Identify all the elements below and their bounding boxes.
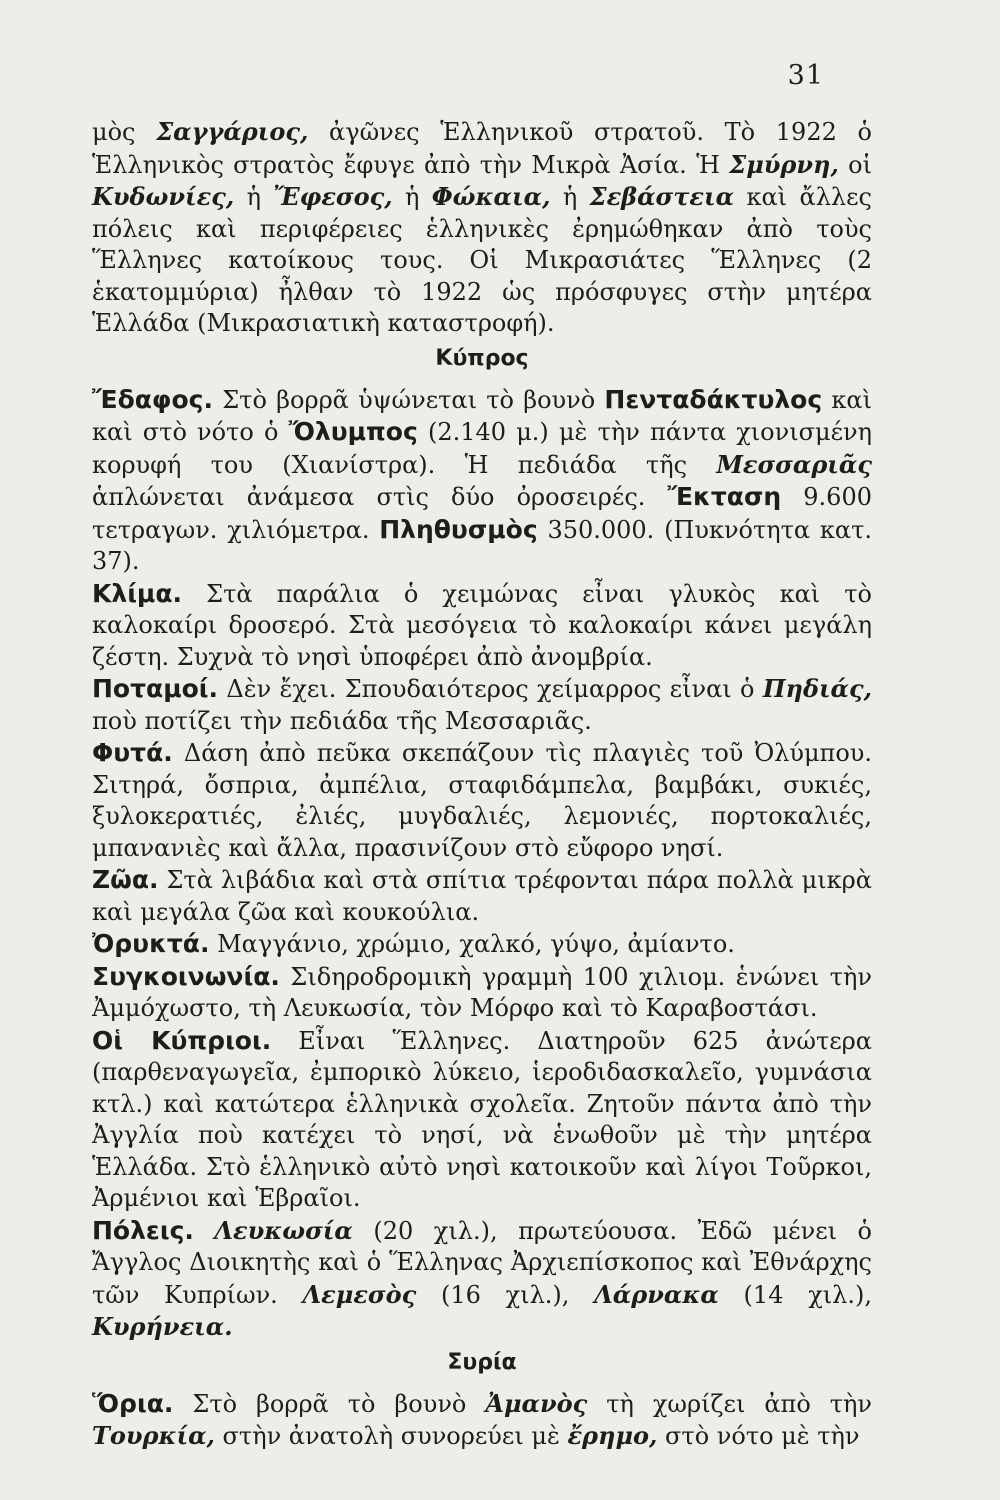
- text: ἡ: [392, 183, 432, 211]
- term-olympos: Ὄλυμπος: [288, 417, 418, 446]
- paragraph-orykta: [92, 928, 872, 961]
- term-sevasteia: Σεβάστεια: [589, 182, 735, 211]
- term-amanos: Ἀμανὸς: [485, 1388, 588, 1418]
- label-oria: Ὅρια.: [92, 1388, 174, 1418]
- term-smyrni: Σμύρνη,: [729, 149, 839, 179]
- text: (16 χιλ.),: [416, 1280, 595, 1309]
- term-sangarios: Σαγγάριος,: [156, 117, 309, 146]
- text: Στὰ λιβάδια καὶ στὰ σπίτια τρέφονται πάρα πολλὰ μικρὰ καὶ μεγάλα ζῶα καὶ κουκούλια.: [92, 866, 872, 926]
- paragraph-edafos: [92, 384, 872, 578]
- text: ἀγῶνες Ἑλληνικοῦ στρατοῦ. Τὸ 1922 ὁ Ἑλληνικὸς στρατὸς ἔφυγε ἀπὸ τὴν Μικρὰ Ἀσία. Ἡ: [92, 118, 873, 179]
- paragraph-poleis: [92, 1215, 872, 1344]
- term-lemesos: Λεμεσὸς: [302, 1279, 417, 1309]
- text: ἡ: [550, 183, 590, 211]
- label-sygkoinonia: Συγκοινωνία.: [92, 961, 280, 991]
- text: Εἶναι Ἕλληνες. Διατηροῦν 625 ἀνώτερα (παρθεναγωγεῖα, ἐμπορικὸ λύκειο, ἱεροδιδασκαλεῖο, γυμνάσια κτλ.) καὶ κατώτερα ἑλληνικὰ σχολεῖα. Ζητοῦν πάντα ἀπὸ τὴν Ἀγγλία ποὺ κατέχει τὸ νησί, νὰ ἑνωθοῦν μὲ τὴν μητέρα Ἑλλάδα. Στὸ ἑλληνικὸ αὐτὸ νησὶ κατοικοῦν καὶ λίγοι Τοῦρκοι, Ἀρμένιοι καὶ Ἑβραῖοι.: [92, 1026, 873, 1212]
- text: Δάση ἀπὸ πεῦκα σκεπάζουν τὶς πλαγιὲς τοῦ Ὀλύμπου. Σιτηρά, ὄσπρια, ἀμπέλια, σταφιδάμπελα, βαμβάκι, συκιές, ξυλοκερατιές, ἐλιές, μυγδαλιές, λεμονιές, πορτοκαλιές, μπανανιὲς καὶ ἄλλα, πρασινίζουν στὸ εὔφορο νησί.: [92, 739, 872, 862]
- text: [194, 1217, 215, 1245]
- term-lefkosia: Λευκωσία: [214, 1215, 353, 1245]
- paragraph-zoa: [92, 864, 872, 928]
- text: (14 χιλ.),: [718, 1280, 872, 1309]
- text: μὸς: [92, 118, 157, 146]
- text: 9.600 τετραγων. χιλιόμετρα.: [92, 483, 872, 544]
- label-fyta: Φυτά.: [92, 738, 173, 767]
- paragraph-klima: [92, 578, 872, 674]
- text: Σιδηροδρομικὴ γραμμὴ 100 χιλιομ. ἑνώνει τὴν Ἀμμόχωστο, τὴ Λευκωσία, τὸν Μόρφο καὶ τὸ Καραβοστάσι.: [92, 962, 872, 1022]
- text: Στὸ βορρᾶ ὑψώνεται τὸ βουνὸ: [212, 385, 605, 414]
- text: ποὺ ποτίζει τὴν πεδιάδα τῆς Μεσσαριᾶς.: [92, 706, 592, 735]
- term-fokaia: Φώκαια,: [431, 182, 551, 211]
- paragraph-kyprioi: [92, 1025, 872, 1215]
- section-heading-syria: Συρία: [447, 1349, 517, 1375]
- text: Μαγγάνιο, χρώμιο, χαλκό, γύψο, ἀμίαντο.: [209, 930, 735, 958]
- text: Στὰ παράλια ὁ χειμώνας εἶναι γλυκὸς καὶ τὸ καλοκαίρι δροσερό. Στὰ μεσόγεια τὸ καλοκαίρι κάνει μεγάλη ζέστη. Συχνὰ τὸ νησὶ ὑποφέρει ἀπὸ ἀνομβρία.: [92, 579, 872, 671]
- term-larnaka: Λάρνακα: [594, 1279, 719, 1309]
- label-orykta: Ὀρυκτά.: [92, 929, 210, 958]
- term-pidias: Πηδιάς,: [762, 674, 872, 703]
- label-ektasi: Ἔκταση: [667, 482, 782, 511]
- label-poleis: Πόλεις.: [92, 1215, 194, 1245]
- label-klima: Κλίμα.: [92, 578, 183, 608]
- text: τὴ χωρίζει ἀπὸ τὴν: [587, 1389, 872, 1418]
- term-tourkia: Τουρκία,: [92, 1421, 215, 1450]
- text: στὸ νότο μὲ τὴν: [657, 1422, 860, 1450]
- term-kydonies: Κυδωνίες,: [92, 182, 235, 211]
- label-potamoi: Ποταμοί.: [92, 674, 219, 703]
- text: 350.000. (Πυκνότητα κατ. 37).: [92, 515, 872, 575]
- page-number: 31: [787, 60, 824, 91]
- text: (2.140 μ.) μὲ τὴν πάντα χιονισμένη κορυφή του (Χιανίστρα). Ἡ πεδιάδα τῆς: [92, 418, 872, 479]
- text: Στὸ βορρᾶ τὸ βουνὸ: [173, 1389, 486, 1418]
- text: καὶ ἄλλες πόλεις καὶ περιφέρειες ἑλληνικὲς ἐρημώθηκαν ἀπὸ τοὺς Ἕλληνες κατοίκους τους. Οἱ Μικρασιάτες Ἕλληνες (2 ἑκατομμύρια) ἦλθαν τὸ 1922 ὡς πρόσφυγες στὴν μητέρα Ἑλλάδα (Μικρασιατικὴ καταστροφή).: [92, 183, 872, 337]
- term-pentadaktylos: Πενταδάκτυλος: [604, 384, 823, 414]
- text: ἡ: [234, 183, 274, 211]
- text: καὶ καὶ στὸ νότο ὁ: [92, 385, 873, 446]
- text: ἁπλώνεται ἀνάμεσα στὶς δύο ὀροσειρές.: [92, 483, 668, 511]
- text: στὴν ἀνατολὴ συνορεύει μὲ: [214, 1422, 568, 1450]
- text: Δὲν ἔχει. Σπουδαιότερος χείμαρρος εἶναι ὁ: [218, 675, 763, 703]
- term-erimo: ἔρημο,: [567, 1421, 658, 1450]
- term-kyrineia: Κυρήνεια.: [92, 1312, 233, 1341]
- label-edafos: Ἔδαφος.: [92, 384, 213, 414]
- text: οἱ: [838, 150, 873, 179]
- text: (20 χιλ.), πρωτεύουσα. Ἐδῶ μένει ὁ Ἄγγλος Διοικητὴς καὶ ὁ Ἕλληνας Ἀρχιεπίσκοπος καὶ Ἐθνάρχης τῶν Κυπρίων.: [92, 1216, 872, 1309]
- intro-paragraph: [92, 116, 872, 340]
- term-efesos: Ἔφεσος,: [273, 182, 393, 211]
- label-zoa: Ζῶα.: [92, 865, 159, 894]
- paragraph-fyta: [92, 737, 872, 864]
- label-kyprioi: Οἱ Κύπριοι.: [92, 1025, 272, 1055]
- term-messarias: Μεσσαριᾶς: [716, 449, 872, 479]
- section-heading-kypros: Κύπρος: [435, 345, 529, 371]
- paragraph-potamoi: [92, 673, 872, 737]
- paragraph-oria: [92, 1388, 872, 1453]
- paragraph-sygkoinonia: [92, 961, 872, 1025]
- label-plithysmos: Πληθυσμὸς: [379, 514, 538, 544]
